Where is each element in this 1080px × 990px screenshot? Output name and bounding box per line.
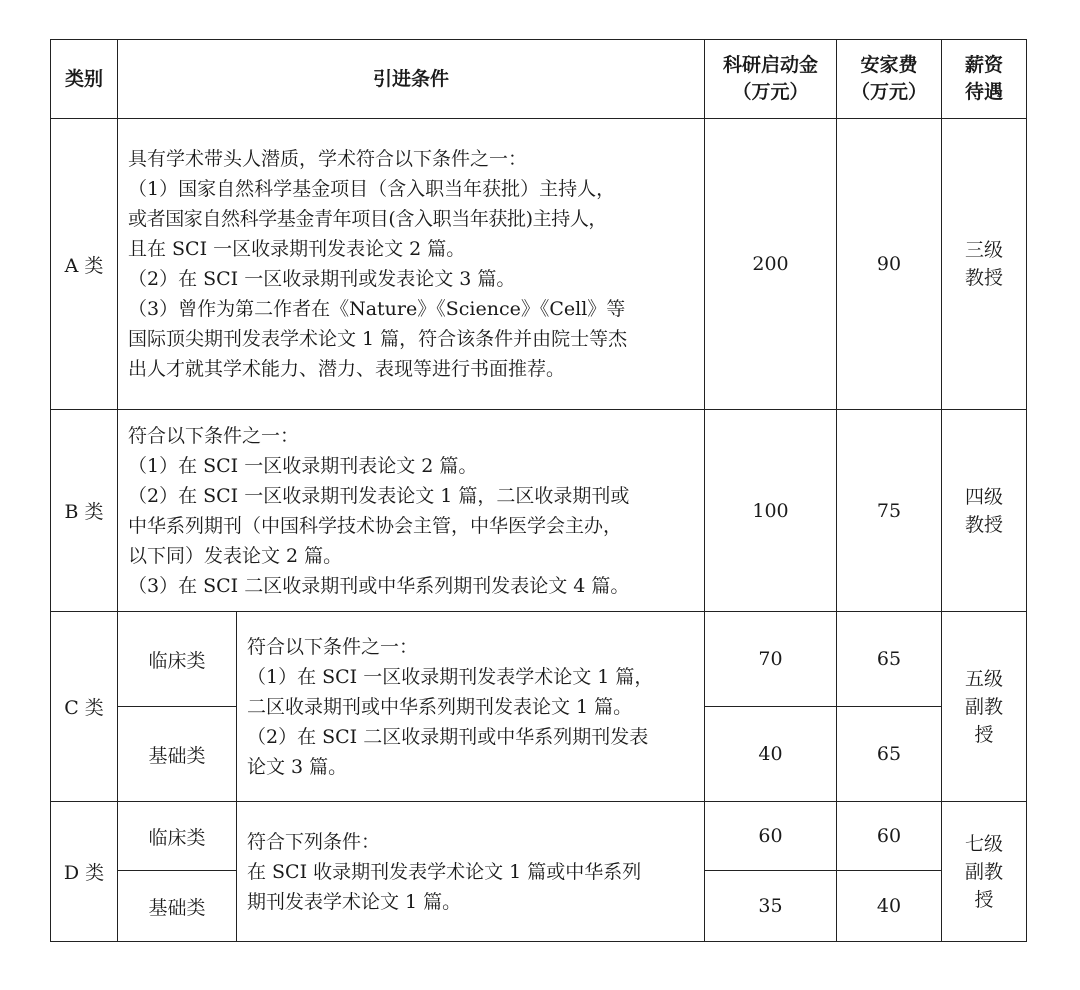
salary-line: 授 (974, 723, 994, 746)
salary-a (942, 119, 1027, 410)
row-b (51, 410, 1027, 612)
salary-line: 七级 (965, 832, 1004, 855)
salary-line: 副教 (965, 695, 1004, 718)
startup-fund-d-clinical: 60 (705, 802, 837, 871)
row-c-clinical (51, 612, 1027, 707)
subcategory-d-clinical: 临床类 (118, 802, 237, 871)
settle-fee-a: 90 (837, 119, 942, 410)
settle-fee-d-basic: 40 (837, 871, 942, 942)
header-salary (942, 40, 1027, 119)
settle-fee-b: 75 (837, 410, 942, 612)
header-startup-fund-line: 科研启动金 (723, 54, 819, 76)
startup-fund-a: 200 (705, 119, 837, 410)
condition-line: 国际顶尖期刊发表学术论文 1 篇，符合该条件并由院士等杰 (128, 328, 628, 350)
condition-line: 出人才就其学术能力、潜力、表现等进行书面推荐。 (128, 358, 566, 380)
header-startup-fund (705, 40, 837, 119)
salary-line: 四级 (965, 485, 1004, 508)
header-conditions: 引进条件 (118, 40, 705, 119)
conditions-b (118, 410, 705, 612)
salary-line: 教授 (965, 267, 1004, 289)
condition-line: 二区收录期刊或中华系列期刊发表论文 1 篇。 (247, 695, 633, 718)
conditions-c (237, 612, 705, 802)
condition-line: （3）曾作为第二作者在《Nature》《Science》《Cell》等 (128, 298, 626, 320)
startup-fund-c-basic: 40 (705, 707, 837, 802)
condition-line: 具有学术带头人潜质，学术符合以下条件之一： (128, 148, 528, 170)
condition-line: 或者国家自然科学基金青年项目(含入职当年获批)主持人， (128, 208, 608, 230)
header-salary-line1: 薪资 (965, 54, 1004, 76)
condition-line: 以下同）发表论文 2 篇。 (128, 544, 343, 567)
settle-fee-c-clinical: 65 (837, 612, 942, 707)
row-d-clinical (51, 802, 1027, 871)
salary-line: 教授 (965, 513, 1004, 536)
salary-line: 三级 (965, 239, 1004, 261)
header-settle-fee-unit: （万元） (851, 81, 928, 103)
conditions-d (237, 802, 705, 942)
salary-line: 副教 (965, 860, 1004, 883)
condition-line: 符合以下条件之一： (247, 635, 419, 658)
condition-line: （1）在 SCI 一区收录期刊发表学术论文 1 篇， (247, 665, 654, 688)
condition-line: （2）在 SCI 一区收录期刊或发表论文 3 篇。 (128, 268, 516, 290)
header-category: 类别 (51, 40, 118, 119)
category-b: B 类 (51, 410, 118, 612)
salary-d (942, 802, 1027, 942)
header-salary-line2: 待遇 (965, 81, 1004, 103)
salary-c (942, 612, 1027, 802)
header-startup-fund-unit: （万元） (732, 81, 809, 103)
condition-line: 符合以下条件之一： (128, 424, 300, 447)
talent-recruitment-table (50, 39, 1027, 942)
condition-line: 符合下列条件： (247, 830, 381, 853)
salary-line: 授 (974, 888, 994, 911)
header-row (51, 40, 1027, 119)
condition-line: 中华系列期刊（中国科学技术协会主管，中华医学会主办， (128, 514, 623, 537)
salary-b (942, 410, 1027, 612)
condition-line: 在 SCI 收录期刊发表学术论文 1 篇或中华系列 (247, 860, 642, 883)
condition-line: 期刊发表学术论文 1 篇。 (247, 890, 462, 913)
subcategory-d-basic: 基础类 (118, 871, 237, 942)
startup-fund-b: 100 (705, 410, 837, 612)
header-settle-fee (837, 40, 942, 119)
category-d: D 类 (51, 802, 118, 942)
category-a: A 类 (51, 119, 118, 410)
condition-line: （1）在 SCI 一区收录期刊表论文 2 篇。 (128, 454, 478, 477)
settle-fee-d-clinical: 60 (837, 802, 942, 871)
row-a (51, 119, 1027, 410)
settle-fee-c-basic: 65 (837, 707, 942, 802)
condition-line: （1）国家自然科学基金项目（含入职当年获批）主持人， (128, 178, 616, 200)
subcategory-c-clinical: 临床类 (118, 612, 237, 707)
condition-line: 且在 SCI 一区收录期刊发表论文 2 篇。 (128, 238, 466, 260)
condition-line: （2）在 SCI 一区收录期刊发表论文 1 篇，二区收录期刊或 (128, 484, 630, 507)
header-settle-fee-line: 安家费 (860, 54, 918, 76)
category-c: C 类 (51, 612, 118, 802)
condition-line: 论文 3 篇。 (247, 755, 348, 778)
condition-line: （2）在 SCI 二区收录期刊或中华系列期刊发表 (247, 725, 649, 748)
condition-line: （3）在 SCI 二区收录期刊或中华系列期刊发表论文 4 篇。 (128, 574, 630, 597)
startup-fund-d-basic: 35 (705, 871, 837, 942)
conditions-a (118, 119, 705, 410)
startup-fund-c-clinical: 70 (705, 612, 837, 707)
salary-line: 五级 (965, 667, 1004, 690)
subcategory-c-basic: 基础类 (118, 707, 237, 802)
